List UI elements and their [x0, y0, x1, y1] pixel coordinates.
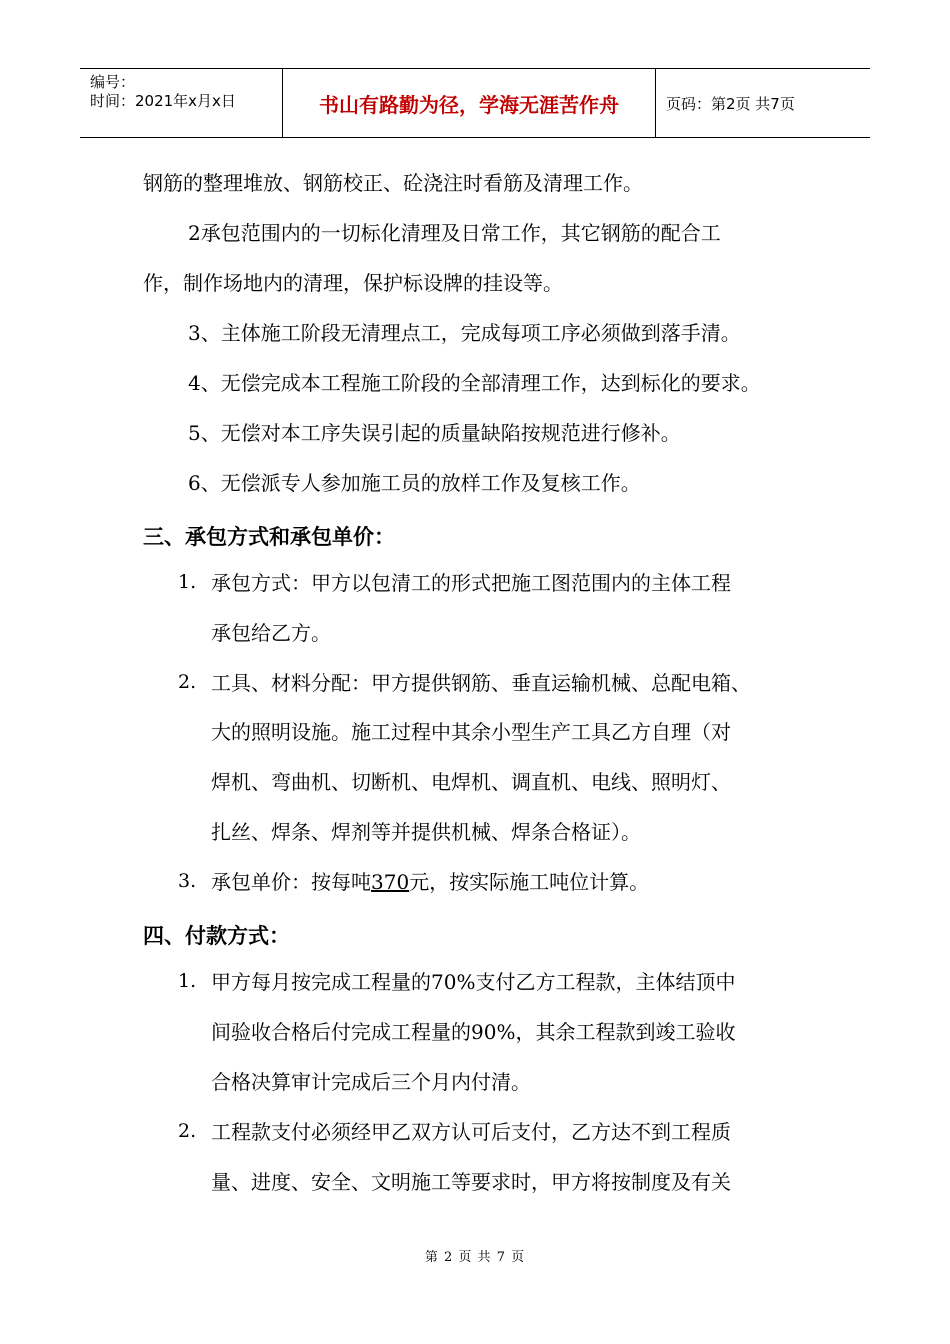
- list-item-line: 大的照明设施。施工过程中其余小型生产工具乙方自理（对: [211, 720, 731, 744]
- list-item-line: 工具、材料分配：甲方提供钢筋、垂直运输机械、总配电箱、: [211, 671, 751, 695]
- list-item-line: 承包方式：甲方以包清工的形式把施工图范围内的主体工程: [211, 571, 731, 595]
- list-number: 3.: [178, 870, 197, 892]
- paragraph-line: 作，制作场地内的清理，保护标设牌的挂设等。: [143, 271, 563, 295]
- document-header: [80, 68, 870, 138]
- list-item-line: 焊机、弯曲机、切断机、电焊机、调直机、电线、照明灯、: [211, 770, 731, 794]
- list-item-line: 量、进度、安全、文明施工等要求时，甲方将按制度及有关: [211, 1170, 731, 1194]
- paragraph-line: 5、无偿对本工序失误引起的质量缺陷按规范进行修补。: [188, 421, 681, 445]
- list-item-line: 合格决算审计完成后三个月内付清。: [211, 1070, 531, 1094]
- header-page-info: 页码：第2页 共7页: [666, 94, 795, 113]
- unit-price: 370: [371, 870, 410, 894]
- list-item-line: 间验收合格后付完成工程量的90%，其余工程款到竣工验收: [211, 1020, 736, 1044]
- list-number: 1.: [178, 970, 197, 992]
- paragraph-line: 3、主体施工阶段无清理点工，完成每项工序必须做到落手清。: [188, 321, 741, 345]
- list-number: 1.: [178, 571, 197, 593]
- price-prefix: 承包单价：按每吨: [211, 870, 371, 894]
- paragraph-line: 6、无偿派专人参加施工员的放样工作及复核工作。: [188, 471, 641, 495]
- paragraph-line: 2承包范围内的一切标化清理及日常工作，其它钢筋的配合工: [188, 221, 721, 245]
- header-motto: 书山有路勤为径，学海无涯苦作舟: [282, 69, 656, 137]
- list-number: 2.: [178, 1120, 197, 1142]
- list-item-line: 承包给乙方。: [211, 621, 331, 645]
- list-item-line: [211, 870, 649, 894]
- paragraph-line: 钢筋的整理堆放、钢筋校正、砼浇注时看筋及清理工作。: [143, 171, 643, 195]
- section-heading: 三、承包方式和承包单价：: [143, 525, 395, 549]
- section-heading: 四、付款方式：: [143, 924, 290, 948]
- list-item-line: 工程款支付必须经甲乙双方认可后支付，乙方达不到工程质: [211, 1120, 731, 1144]
- list-item-line: 甲方每月按完成工程量的70%支付乙方工程款，主体结顶中: [211, 970, 736, 994]
- list-item-line: 扎丝、焊条、焊剂等并提供机械、焊条合格证）。: [211, 820, 641, 844]
- list-number: 2.: [178, 671, 197, 693]
- paragraph-line: 4、无偿完成本工程施工阶段的全部清理工作，达到标化的要求。: [188, 371, 761, 395]
- page-footer: 第 2 页 共 7 页: [424, 1250, 526, 1265]
- price-suffix: 元，按实际施工吨位计算。: [409, 870, 650, 894]
- number-label: 编号：: [90, 73, 136, 91]
- time-label: 时间：2021年x月x日: [90, 92, 236, 110]
- header-meta: [80, 69, 282, 137]
